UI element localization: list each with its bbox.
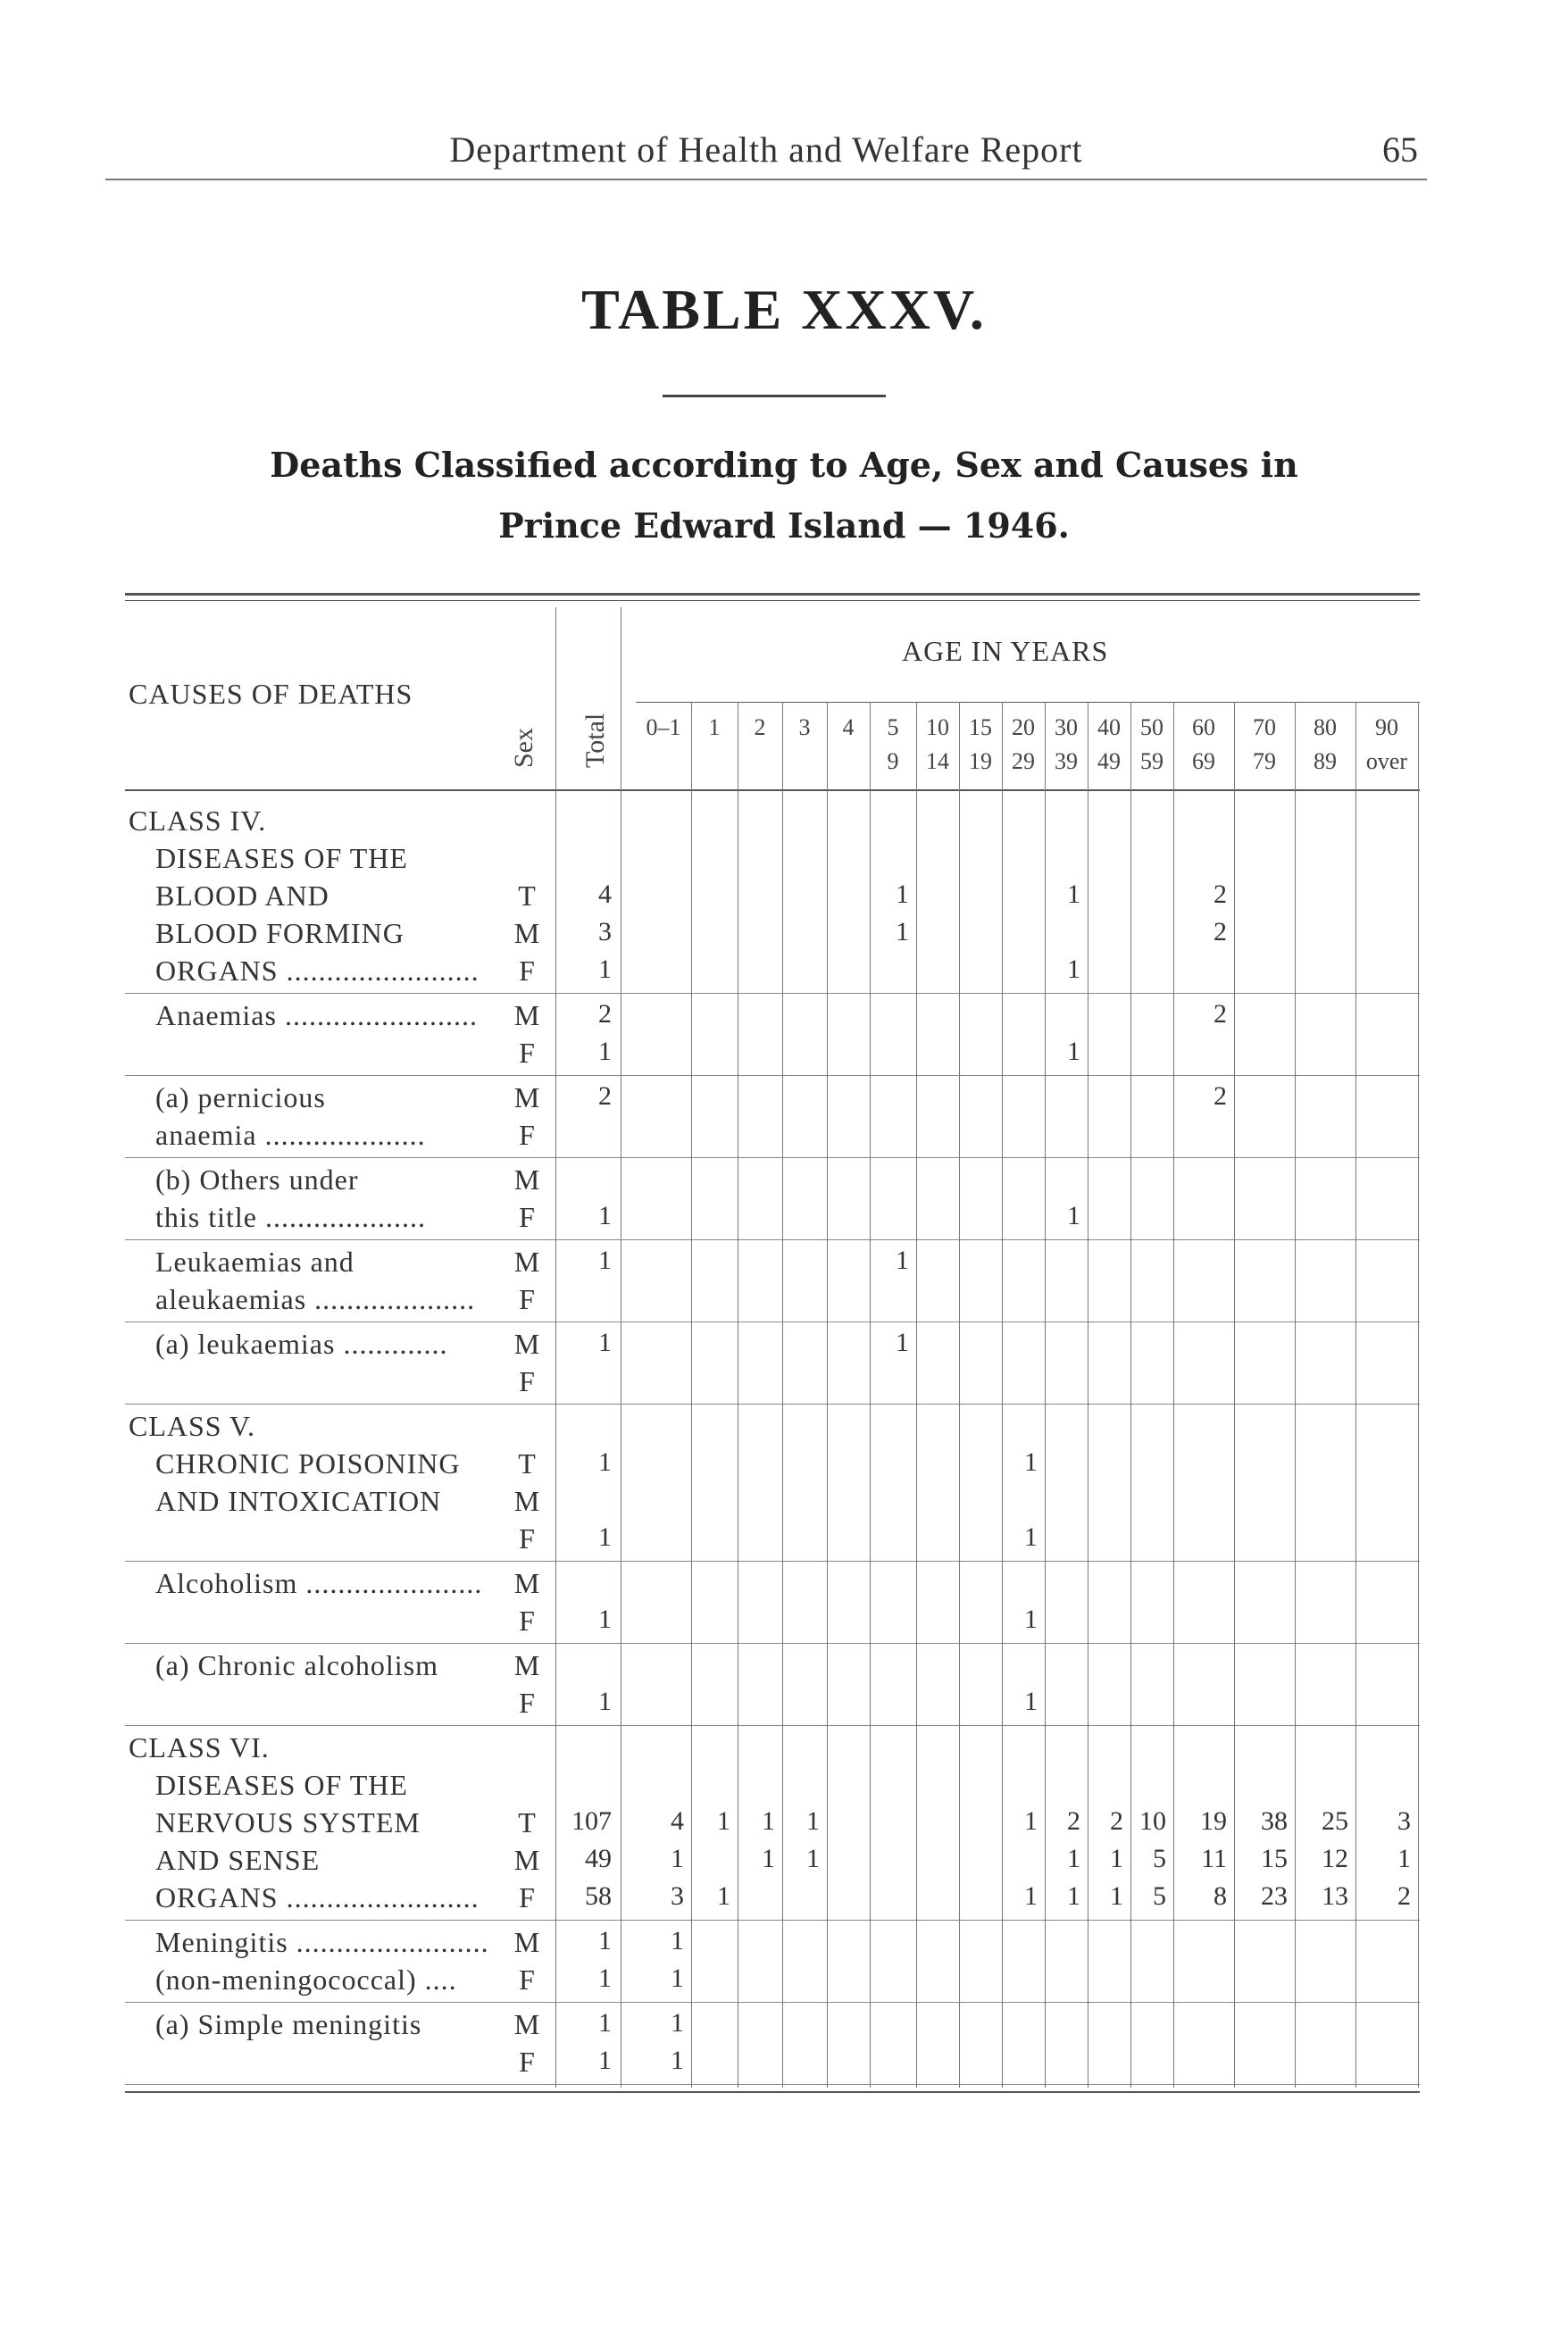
cause-label: (a) pernicious — [155, 1081, 326, 1113]
age-value-cell: 2 — [1067, 1806, 1080, 1836]
total-cell: 1 — [598, 1447, 612, 1477]
age-col-header-bottom: 59 — [1140, 748, 1163, 774]
cause-label: this title .................... — [155, 1201, 426, 1233]
age-value-cell: 25 — [1322, 1806, 1348, 1836]
sex-cell: F — [519, 1522, 535, 1555]
sex-cell: F — [519, 1605, 535, 1637]
sex-cell: T — [518, 1806, 536, 1838]
sex-cell: T — [518, 880, 536, 912]
column-divider — [959, 702, 960, 2088]
age-col-header-bottom: 29 — [1012, 748, 1035, 774]
table-bottom-rule — [125, 2091, 1420, 2093]
age-value-cell: 1 — [1024, 1605, 1038, 1634]
total-header: Total — [580, 713, 610, 768]
table-top-rule-2 — [125, 600, 1420, 601]
cause-label: (non-meningococcal) .... — [155, 1963, 457, 1996]
total-cell: 1 — [598, 1246, 612, 1275]
total-cell: 3 — [598, 917, 612, 946]
age-value-cell: 8 — [1214, 1881, 1227, 1911]
age-col-header-top: 1 — [708, 714, 721, 740]
sex-cell: F — [519, 2046, 535, 2078]
cause-label: DISEASES OF THE — [155, 842, 408, 874]
age-col-header-top: 4 — [842, 714, 855, 740]
cause-label: (a) Simple meningitis — [155, 2008, 422, 2040]
cause-label: BLOOD FORMING — [155, 917, 405, 949]
age-value-cell: 1 — [1067, 1037, 1080, 1066]
sex-cell: M — [513, 1844, 540, 1876]
sex-cell: F — [519, 1037, 535, 1069]
sex-cell: M — [513, 1649, 540, 1681]
cause-label: NERVOUS SYSTEM — [155, 1806, 421, 1838]
total-cell: 1 — [598, 1522, 612, 1552]
column-divider — [1130, 702, 1131, 2088]
sex-cell: F — [519, 1881, 535, 1913]
total-cell: 1 — [598, 1926, 612, 1955]
cause-label: BLOOD AND — [155, 880, 329, 912]
cause-label: AND INTOXICATION — [155, 1485, 442, 1517]
age-value-cell: 1 — [1067, 880, 1080, 909]
age-value-cell: 1 — [1024, 1881, 1038, 1911]
age-group-header: AGE IN YEARS — [902, 635, 1109, 667]
age-value-cell: 10 — [1139, 1806, 1166, 1836]
sex-cell: F — [519, 1687, 535, 1719]
age-value-cell: 2 — [1214, 999, 1227, 1029]
sex-cell: M — [513, 1328, 540, 1360]
age-value-cell: 1 — [1024, 1687, 1038, 1716]
cause-label: (b) Others under — [155, 1163, 359, 1196]
cause-label: Meningitis ........................ — [155, 1926, 489, 1958]
page-header — [105, 123, 1427, 180]
total-cell: 2 — [598, 1081, 612, 1111]
total-cell: 1 — [598, 1037, 612, 1066]
age-value-cell: 1 — [762, 1844, 775, 1873]
block-separator — [125, 1725, 1420, 1726]
age-value-cell: 1 — [1024, 1806, 1038, 1836]
age-col-header-bottom: 9 — [887, 748, 899, 774]
sex-cell: M — [513, 2008, 540, 2040]
column-divider — [1002, 702, 1003, 2088]
total-cell: 2 — [598, 999, 612, 1029]
sex-cell: F — [519, 1119, 535, 1151]
cause-label: CLASS V. — [129, 1410, 255, 1442]
block-separator — [125, 1404, 1420, 1405]
total-cell: 4 — [598, 880, 612, 909]
age-value-cell: 1 — [806, 1844, 820, 1873]
age-value-cell: 2 — [1214, 1081, 1227, 1111]
age-col-header-top: 90 — [1375, 714, 1398, 740]
column-divider — [782, 702, 783, 2088]
age-value-cell: 1 — [896, 1328, 909, 1357]
total-cell: 1 — [598, 1963, 612, 1993]
cause-label: CLASS IV. — [129, 805, 267, 837]
age-col-header-top: 2 — [754, 714, 766, 740]
block-separator — [125, 1920, 1420, 1921]
total-cell: 49 — [585, 1844, 612, 1873]
column-divider — [1045, 702, 1046, 2088]
sex-cell: M — [513, 999, 540, 1031]
age-value-cell: 1 — [896, 1246, 909, 1275]
sex-cell: M — [513, 1485, 540, 1517]
cause-label: ORGANS ........................ — [155, 1881, 480, 1913]
total-cell: 1 — [598, 1328, 612, 1357]
cause-label: CLASS VI. — [129, 1731, 270, 1763]
block-separator — [125, 1239, 1420, 1240]
age-col-header-top: 3 — [798, 714, 811, 740]
sex-cell: F — [519, 1963, 535, 1996]
cause-label: DISEASES OF THE — [155, 1769, 408, 1801]
age-col-header-bottom: 39 — [1055, 748, 1078, 774]
block-separator — [125, 1075, 1420, 1076]
cause-label: CHRONIC POISONING — [155, 1447, 461, 1480]
age-value-cell: 1 — [896, 917, 909, 946]
total-cell: 1 — [598, 1687, 612, 1716]
cause-label: Alcoholism ...................... — [155, 1567, 483, 1599]
age-value-cell: 1 — [1024, 1522, 1038, 1552]
column-divider — [1355, 702, 1356, 2088]
age-col-header-bottom: 79 — [1253, 748, 1276, 774]
age-value-cell: 1 — [1110, 1844, 1123, 1873]
age-col-header-top: 30 — [1055, 714, 1078, 740]
cause-label: ORGANS ........................ — [155, 955, 480, 987]
age-col-header-bottom: 49 — [1097, 748, 1121, 774]
age-col-header-top: 5 — [887, 714, 899, 740]
sex-cell: M — [513, 917, 540, 949]
column-divider — [916, 702, 917, 2088]
age-value-cell: 38 — [1261, 1806, 1288, 1836]
age-col-header-top: 0–1 — [646, 714, 681, 740]
page-number: 65 — [1382, 129, 1418, 170]
age-col-header-top: 60 — [1192, 714, 1215, 740]
age-col-header-top: 10 — [926, 714, 949, 740]
age-value-cell: 1 — [717, 1806, 730, 1836]
age-col-header-top: 50 — [1140, 714, 1163, 740]
age-value-cell: 1 — [717, 1881, 730, 1911]
age-value-cell: 2 — [1397, 1881, 1411, 1911]
total-cell: 1 — [598, 2008, 612, 2038]
table-top-rule — [125, 593, 1420, 596]
age-value-cell: 1 — [1067, 1201, 1080, 1230]
cause-label: (a) Chronic alcoholism — [155, 1649, 439, 1681]
total-cell: 58 — [585, 1881, 612, 1911]
total-cell: 1 — [598, 1605, 612, 1634]
age-value-cell: 23 — [1261, 1881, 1288, 1911]
sex-cell: F — [519, 1365, 535, 1397]
age-col-header-top: 70 — [1253, 714, 1276, 740]
age-value-cell: 15 — [1261, 1844, 1288, 1873]
age-value-cell: 1 — [1067, 955, 1080, 984]
sex-header: Sex — [509, 728, 538, 768]
age-value-cell: 1 — [1110, 1881, 1123, 1911]
total-cell: 1 — [598, 955, 612, 984]
age-value-cell: 19 — [1200, 1806, 1227, 1836]
column-divider — [1234, 702, 1235, 2088]
age-col-header-top: 15 — [969, 714, 992, 740]
cause-label: Leukaemias and — [155, 1246, 354, 1278]
age-value-cell: 4 — [671, 1806, 684, 1836]
age-value-cell: 1 — [1067, 1844, 1080, 1873]
column-divider — [870, 702, 871, 2088]
age-value-cell: 11 — [1201, 1844, 1227, 1873]
age-value-cell: 12 — [1322, 1844, 1348, 1873]
column-divider — [555, 607, 556, 2088]
age-value-cell: 1 — [671, 1844, 684, 1873]
sex-cell: T — [518, 1447, 536, 1480]
age-col-header-bottom: 19 — [969, 748, 992, 774]
sex-cell: F — [519, 1201, 535, 1233]
column-divider — [827, 702, 828, 2088]
table-subtitle-line2: Prince Edward Island — 1946. — [498, 505, 1070, 546]
age-value-cell: 2 — [1214, 880, 1227, 909]
age-value-cell: 5 — [1153, 1881, 1166, 1911]
sex-cell: M — [513, 1567, 540, 1599]
age-col-header-bottom: 69 — [1192, 748, 1215, 774]
running-title: Department of Health and Welfare Report — [449, 129, 1083, 170]
block-separator — [125, 2084, 1420, 2085]
age-value-cell: 13 — [1322, 1881, 1348, 1911]
age-value-cell: 1 — [671, 1963, 684, 1993]
table-subtitle-line1: Deaths Classified according to Age, Sex and Causes in — [270, 445, 1298, 485]
age-value-cell: 3 — [1397, 1806, 1411, 1836]
sex-cell: M — [513, 1163, 540, 1196]
age-col-header-top: 80 — [1314, 714, 1337, 740]
block-separator — [125, 1321, 1420, 1322]
sex-cell: M — [513, 1246, 540, 1278]
sex-cell: F — [519, 1283, 535, 1315]
title-rule — [663, 395, 886, 397]
age-value-cell: 1 — [806, 1806, 820, 1836]
column-divider — [1173, 702, 1174, 2088]
block-separator — [125, 993, 1420, 994]
header-bottom-rule — [125, 789, 1420, 791]
age-value-cell: 1 — [896, 880, 909, 909]
age-value-cell: 1 — [762, 1806, 775, 1836]
age-value-cell: 1 — [671, 2008, 684, 2038]
column-divider — [691, 702, 692, 2088]
cause-label: AND SENSE — [155, 1844, 321, 1876]
cause-label: aleukaemias .................... — [155, 1283, 476, 1315]
age-col-header-bottom: over — [1365, 748, 1408, 774]
age-value-cell: 2 — [1214, 917, 1227, 946]
sex-cell: F — [519, 955, 535, 987]
age-col-header-top: 20 — [1012, 714, 1035, 740]
total-cell: 107 — [571, 1806, 612, 1836]
cause-label: (a) leukaemias ............. — [155, 1328, 448, 1360]
block-separator — [125, 1157, 1420, 1158]
age-value-cell: 1 — [671, 1926, 684, 1955]
age-col-header-bottom: 14 — [926, 748, 949, 774]
causes-header: CAUSES OF DEATHS — [129, 678, 413, 710]
cause-label: anaemia .................... — [155, 1119, 426, 1151]
age-value-cell: 5 — [1153, 1844, 1166, 1873]
total-cell: 1 — [598, 2046, 612, 2075]
block-separator — [125, 1643, 1420, 1644]
age-header-rule — [636, 702, 1420, 703]
age-value-cell: 1 — [1024, 1447, 1038, 1477]
cause-label: Anaemias ........................ — [155, 999, 478, 1031]
age-value-cell: 3 — [671, 1881, 684, 1911]
age-value-cell: 1 — [671, 2046, 684, 2075]
total-cell: 1 — [598, 1201, 612, 1230]
column-divider — [1418, 702, 1419, 2088]
table-title: TABLE XXXV. — [581, 278, 987, 341]
age-value-cell: 1 — [1067, 1881, 1080, 1911]
column-divider — [1295, 702, 1296, 2088]
sex-cell: M — [513, 1926, 540, 1958]
age-value-cell: 2 — [1110, 1806, 1123, 1836]
age-value-cell: 1 — [1397, 1844, 1411, 1873]
age-col-header-top: 40 — [1097, 714, 1121, 740]
sex-cell: M — [513, 1081, 540, 1113]
block-separator — [125, 2002, 1420, 2003]
age-col-header-bottom: 89 — [1314, 748, 1337, 774]
block-separator — [125, 1561, 1420, 1562]
